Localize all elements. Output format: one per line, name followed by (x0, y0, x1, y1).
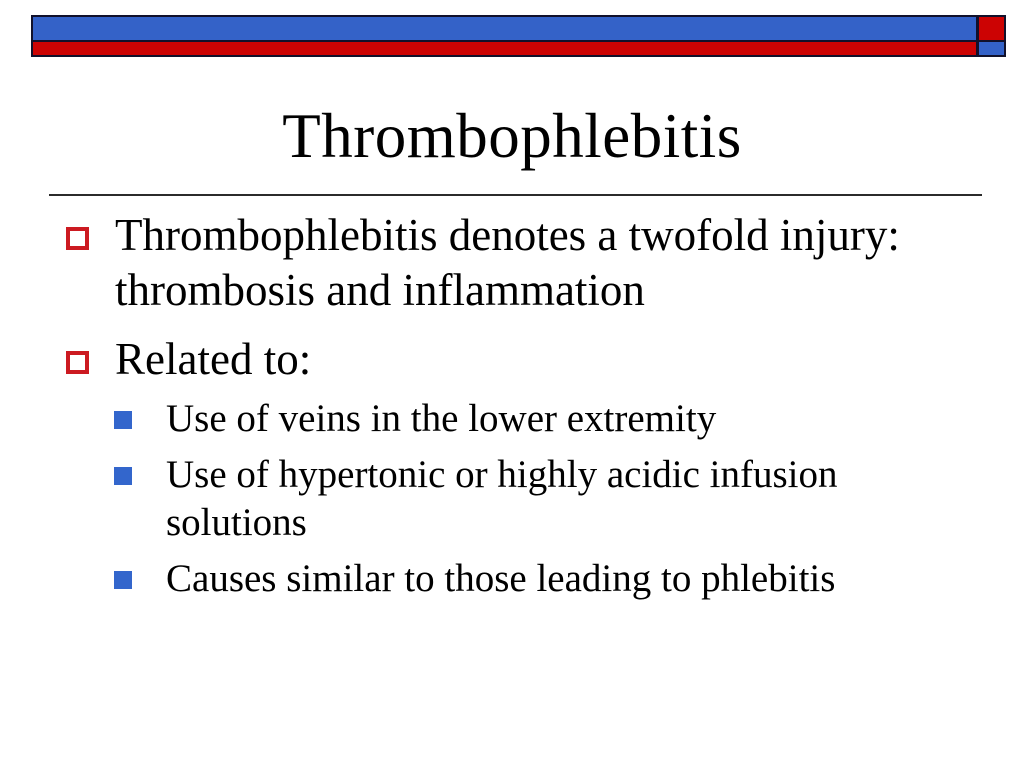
bullet-item (65, 332, 970, 387)
bullet-item (65, 451, 970, 547)
bullet-text: Thrombophlebitis denotes a twofold injury: thrombosis and inflammation (115, 210, 900, 315)
bullet-item (65, 395, 970, 443)
title-divider (49, 194, 982, 196)
slide-title: Thrombophlebitis (282, 101, 742, 171)
bullet-text: Use of hypertonic or highly acidic infusion solutions (166, 453, 838, 544)
bullet-item (65, 208, 970, 318)
bullet-text: Use of veins in the lower extremity (166, 397, 717, 440)
bullet-text: Related to: (115, 334, 312, 384)
header-endcap-red (977, 15, 1006, 42)
header-bar-blue (31, 15, 978, 42)
bullet-text: Causes similar to those leading to phlebitis (166, 557, 836, 600)
header-endcap-blue (977, 40, 1006, 57)
filled-square-bullet-icon (114, 411, 132, 429)
header-bar-red (31, 40, 978, 57)
bullet-list (65, 208, 970, 611)
bullet-item (65, 555, 970, 603)
hollow-square-bullet-icon (66, 227, 89, 250)
hollow-square-bullet-icon (66, 351, 89, 374)
filled-square-bullet-icon (114, 571, 132, 589)
filled-square-bullet-icon (114, 467, 132, 485)
